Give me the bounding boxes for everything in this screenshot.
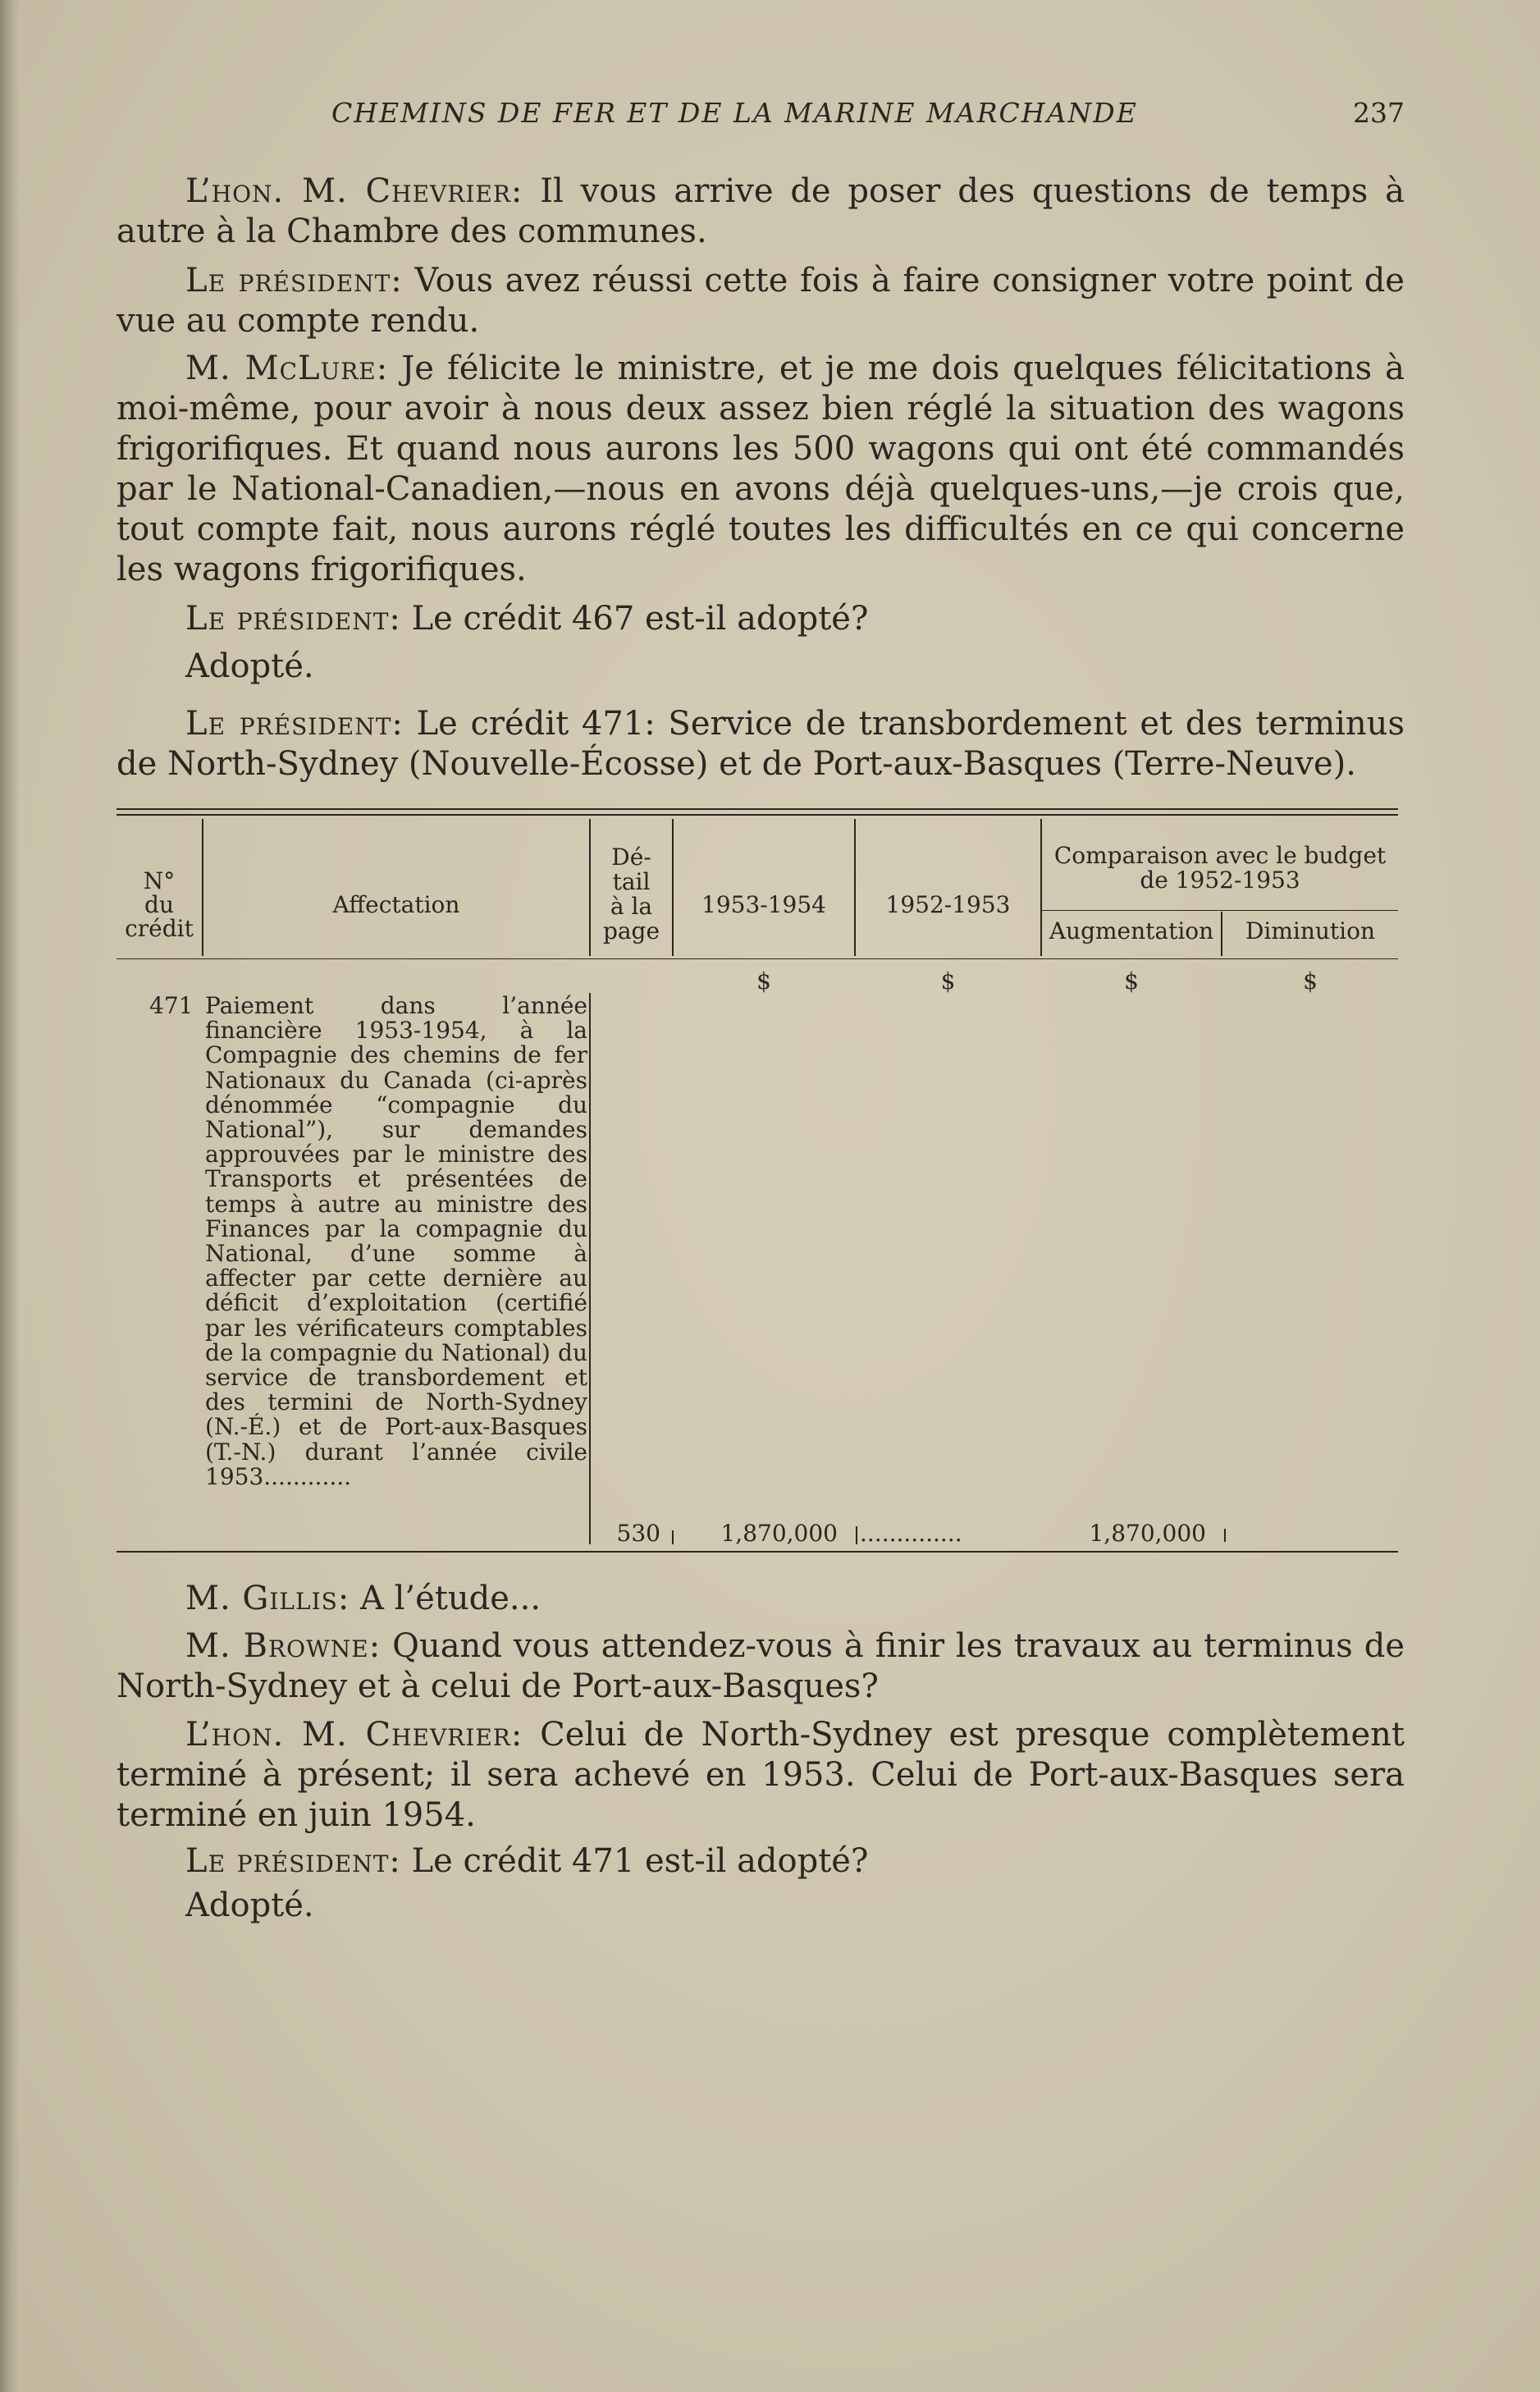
currency-mark-1953: $ (756, 967, 771, 995)
row-credit-no: 471 (149, 992, 194, 1019)
currency-mark-1952: $ (940, 967, 956, 995)
speaker: L’hon. M. Chevrier: (185, 1716, 523, 1754)
speaker: M. Gillis: (185, 1580, 350, 1617)
body-divider-3 (856, 1526, 857, 1544)
paragraph-mclure (117, 349, 1405, 590)
paragraph-president-4 (117, 1841, 1405, 1882)
speech-text: Adopté. (185, 647, 314, 685)
header-detail: Dé- tail à la page (602, 844, 660, 944)
speaker: L’hon. M. Chevrier: (185, 172, 523, 210)
col-divider-4 (854, 819, 856, 956)
header-1953-1954: 1953-1954 (701, 891, 826, 918)
speech-text: Le crédit 467 est-il adopté? (400, 600, 869, 638)
row-affectation: Paiement dans l’année financière 1953-1954, à la Compagnie des chemins de fer Nationaux du Canada (ci-après dénommée “compagnie du National”), sur demandes approuvées par le ministre des Transports et présentées de temps à autre au ministre des Finances par la compagnie du National, d’une somme à affecter par cette dernière au déficit d’exploitation (certifié par les vérificateurs comptables de la compagnie du National) du service de transbordement et des termini de North-Sydney (N.-É.) et de Port-aux-Basques (T.-N.) durant l’année civile 1953............ (205, 992, 587, 1490)
row-amount-1952: .............. (860, 1521, 962, 1546)
paragraph-browne (117, 1626, 1405, 1707)
speech-text: Quand vous attendez-vous à finir les travaux au terminus de North-Sydney et à celui de Port-aux-Basques? (117, 1627, 1405, 1705)
header-bottom-rule (117, 958, 1398, 959)
paragraph-president-3 (117, 704, 1405, 784)
speech-text: Je félicite le ministre, et je me dois quelques félicitations à moi-même, pour avoir à nous deux assez bien réglé la situation des wagons frigorifiques. Et quand nous aurons les 500 wagons qui ont été commandés par le National-Canadien,—nous en avons déjà quelques-uns,—je crois que, tout compte fait, nous aurons réglé toutes les difficultés en ce qui concerne les wagons frigorifiques. (117, 350, 1405, 588)
row-detail-page: 530 (616, 1520, 660, 1547)
col-divider-1 (202, 819, 203, 956)
speech-text: Le crédit 471 est-il adopté? (400, 1842, 869, 1880)
page-number: 237 (1353, 97, 1405, 129)
speaker: Le président: (185, 600, 401, 638)
col-divider-3 (672, 819, 674, 956)
header-comparison: Comparaison avec le budget de 1952-1953 (1053, 842, 1387, 894)
paragraph-president-1 (117, 261, 1405, 341)
header-credit-no: N° du crédit (125, 867, 194, 942)
speaker: M. Browne: (185, 1627, 382, 1665)
table-top-rule (117, 808, 1398, 810)
header-decrease: Diminution (1245, 917, 1376, 944)
paragraph-adopte-1 (117, 647, 1405, 687)
row-increase: 1,870,000 (1089, 1520, 1206, 1547)
body-divider-1 (589, 993, 591, 1544)
book-spine-shadow (0, 0, 20, 2392)
paragraph-chevrier-1 (117, 172, 1405, 252)
paragraph-adopte-2 (117, 1886, 1405, 1926)
table-top-rule-2 (117, 814, 1398, 816)
paragraph-chevrier-2 (117, 1715, 1405, 1836)
speaker: Le président: (185, 705, 404, 743)
currency-mark-decrease: $ (1303, 967, 1318, 995)
speech-text: Celui de North-Sydney est presque complètement terminé à présent; il sera achevé en 1953. Celui de Port-aux-Basques sera terminé en juin 1954. (117, 1716, 1405, 1834)
speech-text: Le crédit 471: Service de transbordement et des terminus de North-Sydney (Nouvelle-Écosse) et de Port-aux-Basques (Terre-Neuve). (117, 705, 1405, 783)
table-bottom-rule (117, 1551, 1398, 1553)
running-head (117, 97, 1405, 138)
header-increase: Augmentation (1049, 917, 1214, 944)
body-divider-4 (1224, 1529, 1226, 1542)
comparison-sub-rule (1042, 910, 1398, 911)
row-amount-1953: 1,870,000 (720, 1520, 838, 1547)
credit-table (117, 808, 1405, 1555)
speech-text: A l’étude... (350, 1580, 542, 1617)
currency-mark-increase: $ (1124, 967, 1139, 995)
header-1952-1953: 1952-1953 (885, 891, 1011, 918)
speech-text: Adopté. (185, 1887, 314, 1924)
paragraph-gillis (117, 1579, 1405, 1619)
header-affectation: Affectation (332, 891, 460, 918)
paragraph-president-2 (117, 599, 1405, 639)
speaker: Le président: (185, 262, 403, 300)
speaker: M. McLure: (185, 350, 389, 387)
speaker: Le président: (185, 1842, 401, 1880)
speech-text: Vous avez réussi cette fois à faire consigner votre point de vue au compte rendu. (117, 262, 1405, 340)
running-title: CHEMINS DE FER ET DE LA MARINE MARCHANDE (331, 97, 1138, 129)
speech-text: Il vous arrive de poser des questions de temps à autre à la Chambre des communes. (117, 172, 1405, 250)
